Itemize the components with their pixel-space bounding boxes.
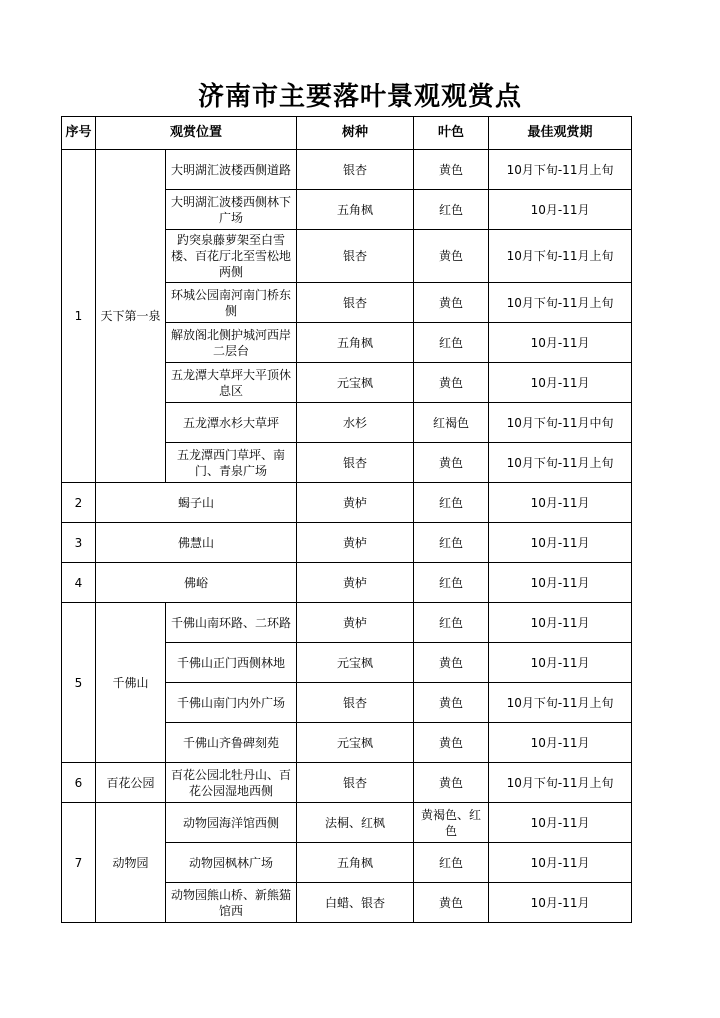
color-cell: 黄色 bbox=[414, 230, 489, 283]
row-number: 4 bbox=[62, 563, 96, 603]
color-cell: 红褐色 bbox=[414, 403, 489, 443]
period-cell: 10月-11月 bbox=[489, 603, 632, 643]
table-row bbox=[62, 523, 632, 563]
header-location: 观赏位置 bbox=[96, 117, 297, 150]
header-period: 最佳观赏期 bbox=[489, 117, 632, 150]
table-header-row bbox=[62, 117, 632, 150]
tree-cell: 银杏 bbox=[297, 683, 414, 723]
tree-cell: 黄栌 bbox=[297, 523, 414, 563]
table-row bbox=[62, 603, 632, 643]
tree-cell: 银杏 bbox=[297, 763, 414, 803]
color-cell: 黄色 bbox=[414, 723, 489, 763]
tree-cell: 元宝枫 bbox=[297, 643, 414, 683]
row-number: 7 bbox=[62, 803, 96, 923]
location-cell: 动物园海洋馆西侧 bbox=[166, 803, 297, 843]
period-cell: 10月-11月 bbox=[489, 843, 632, 883]
color-cell: 红色 bbox=[414, 603, 489, 643]
period-cell: 10月下旬-11月中旬 bbox=[489, 403, 632, 443]
table-row bbox=[62, 763, 632, 803]
location-cell: 环城公园南河南门桥东侧 bbox=[166, 283, 297, 323]
location-cell: 千佛山齐鲁碑刻苑 bbox=[166, 723, 297, 763]
location-cell: 动物园熊山桥、新熊猫馆西 bbox=[166, 883, 297, 923]
period-cell: 10月-11月 bbox=[489, 563, 632, 603]
group-name: 天下第一泉 bbox=[96, 150, 166, 483]
location-cell: 佛慧山 bbox=[96, 523, 297, 563]
tree-cell: 银杏 bbox=[297, 443, 414, 483]
location-cell: 五龙潭大草坪大平顶休息区 bbox=[166, 363, 297, 403]
color-cell: 黄色 bbox=[414, 763, 489, 803]
color-cell: 黄色 bbox=[414, 643, 489, 683]
period-cell: 10月-11月 bbox=[489, 363, 632, 403]
tree-cell: 黄栌 bbox=[297, 563, 414, 603]
location-cell: 千佛山正门西侧林地 bbox=[166, 643, 297, 683]
table-row bbox=[62, 803, 632, 843]
table-row bbox=[62, 150, 632, 190]
color-cell: 红色 bbox=[414, 483, 489, 523]
color-cell: 红色 bbox=[414, 563, 489, 603]
header-color: 叶色 bbox=[414, 117, 489, 150]
group-name: 千佛山 bbox=[96, 603, 166, 763]
table-row bbox=[62, 563, 632, 603]
color-cell: 黄色 bbox=[414, 883, 489, 923]
foliage-table bbox=[61, 116, 632, 923]
tree-cell: 黄栌 bbox=[297, 483, 414, 523]
header-tree: 树种 bbox=[297, 117, 414, 150]
period-cell: 10月下旬-11月上旬 bbox=[489, 283, 632, 323]
location-cell: 五龙潭西门草坪、南门、青泉广场 bbox=[166, 443, 297, 483]
location-cell: 蝎子山 bbox=[96, 483, 297, 523]
color-cell: 黄色 bbox=[414, 150, 489, 190]
location-cell: 五龙潭水杉大草坪 bbox=[166, 403, 297, 443]
table-row bbox=[62, 483, 632, 523]
location-cell: 千佛山南环路、二环路 bbox=[166, 603, 297, 643]
row-number: 3 bbox=[62, 523, 96, 563]
tree-cell: 水杉 bbox=[297, 403, 414, 443]
color-cell: 红色 bbox=[414, 843, 489, 883]
color-cell: 黄褐色、红色 bbox=[414, 803, 489, 843]
color-cell: 红色 bbox=[414, 523, 489, 563]
header-no: 序号 bbox=[62, 117, 96, 150]
row-number: 2 bbox=[62, 483, 96, 523]
color-cell: 红色 bbox=[414, 190, 489, 230]
color-cell: 黄色 bbox=[414, 683, 489, 723]
period-cell: 10月-11月 bbox=[489, 190, 632, 230]
tree-cell: 五角枫 bbox=[297, 843, 414, 883]
period-cell: 10月下旬-11月上旬 bbox=[489, 230, 632, 283]
location-cell: 大明湖汇波楼西侧林下广场 bbox=[166, 190, 297, 230]
location-cell: 趵突泉藤萝架至白雪楼、百花厅北至雪松地两侧 bbox=[166, 230, 297, 283]
row-number: 5 bbox=[62, 603, 96, 763]
tree-cell: 银杏 bbox=[297, 150, 414, 190]
location-cell: 动物园枫林广场 bbox=[166, 843, 297, 883]
period-cell: 10月-11月 bbox=[489, 483, 632, 523]
period-cell: 10月-11月 bbox=[489, 323, 632, 363]
period-cell: 10月-11月 bbox=[489, 803, 632, 843]
location-cell: 大明湖汇波楼西侧道路 bbox=[166, 150, 297, 190]
period-cell: 10月-11月 bbox=[489, 723, 632, 763]
row-number: 1 bbox=[62, 150, 96, 483]
period-cell: 10月下旬-11月上旬 bbox=[489, 763, 632, 803]
location-cell: 百花公园北牡丹山、百花公园湿地西侧 bbox=[166, 763, 297, 803]
tree-cell: 元宝枫 bbox=[297, 723, 414, 763]
period-cell: 10月-11月 bbox=[489, 883, 632, 923]
tree-cell: 黄栌 bbox=[297, 603, 414, 643]
color-cell: 红色 bbox=[414, 323, 489, 363]
group-name: 百花公园 bbox=[96, 763, 166, 803]
location-cell: 千佛山南门内外广场 bbox=[166, 683, 297, 723]
tree-cell: 五角枫 bbox=[297, 323, 414, 363]
location-cell: 解放阁北侧护城河西岸二层台 bbox=[166, 323, 297, 363]
tree-cell: 白蜡、银杏 bbox=[297, 883, 414, 923]
page-title: 济南市主要落叶景观观赏点 bbox=[197, 82, 522, 112]
tree-cell: 银杏 bbox=[297, 230, 414, 283]
period-cell: 10月下旬-11月上旬 bbox=[489, 150, 632, 190]
period-cell: 10月-11月 bbox=[489, 523, 632, 563]
color-cell: 黄色 bbox=[414, 283, 489, 323]
group-name: 动物园 bbox=[96, 803, 166, 923]
row-number: 6 bbox=[62, 763, 96, 803]
color-cell: 黄色 bbox=[414, 443, 489, 483]
tree-cell: 法桐、红枫 bbox=[297, 803, 414, 843]
period-cell: 10月-11月 bbox=[489, 643, 632, 683]
location-cell: 佛峪 bbox=[96, 563, 297, 603]
period-cell: 10月下旬-11月上旬 bbox=[489, 443, 632, 483]
period-cell: 10月下旬-11月上旬 bbox=[489, 683, 632, 723]
tree-cell: 五角枫 bbox=[297, 190, 414, 230]
color-cell: 黄色 bbox=[414, 363, 489, 403]
tree-cell: 银杏 bbox=[297, 283, 414, 323]
tree-cell: 元宝枫 bbox=[297, 363, 414, 403]
